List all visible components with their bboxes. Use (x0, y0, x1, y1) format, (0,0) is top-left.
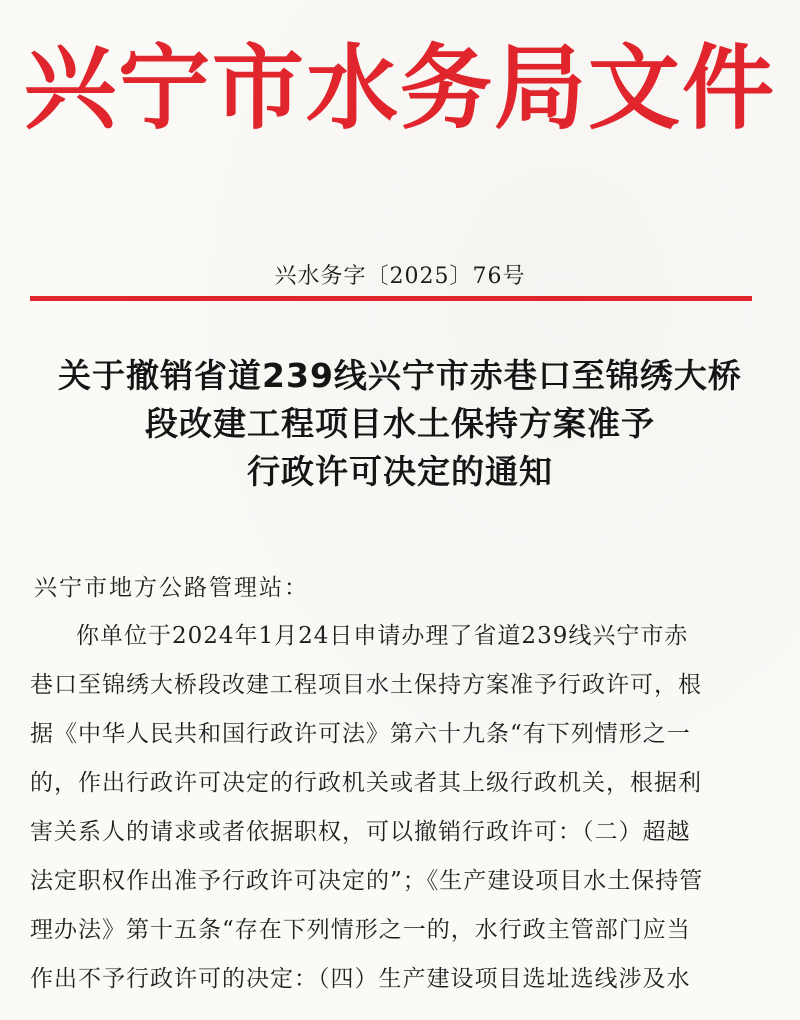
notice-title-line: 行政许可决定的通知 (247, 452, 553, 491)
notice-title-line: 段改建工程项目水土保持方案准予 (145, 404, 655, 443)
body-line: 理办法》第十五条“存在下列情形之一的，水行政主管部门应当 (30, 917, 691, 943)
body-text (0, 612, 800, 1004)
notice-title-line: 关于撤销省道239线兴宁市赤巷口至锦绣大桥 (58, 356, 742, 395)
body-line: 据《中华人民共和国行政许可法》第六十九条“有下列情形之一 (30, 721, 691, 747)
recipient-salutation: 兴宁市地方公路管理站： (34, 575, 309, 601)
document-number: 兴水务字〔2025〕76号 (274, 264, 526, 289)
body-line: 巷口至锦绣大桥段改建工程项目水土保持方案准予行政许可，根 (30, 672, 702, 698)
red-divider-line (30, 296, 752, 301)
masthead-title: 兴宁市水务局文件 (23, 34, 776, 142)
notice-title (0, 352, 800, 496)
body-line: 你单位于2024年1月24日申请办理了省道239线兴宁市赤 (76, 623, 689, 649)
body-line: 作出不予行政许可的决定：（四）生产建设项目选址选线涉及水 (30, 966, 691, 992)
body-line: 的，作出行政许可决定的行政机关或者其上级行政机关，根据利 (30, 770, 702, 796)
body-line: 法定职权作出准予行政许可决定的”；《生产建设项目水土保持管 (30, 868, 704, 894)
body-line: 害关系人的请求或者依据职权，可以撤销行政许可：（二）超越 (30, 819, 691, 845)
